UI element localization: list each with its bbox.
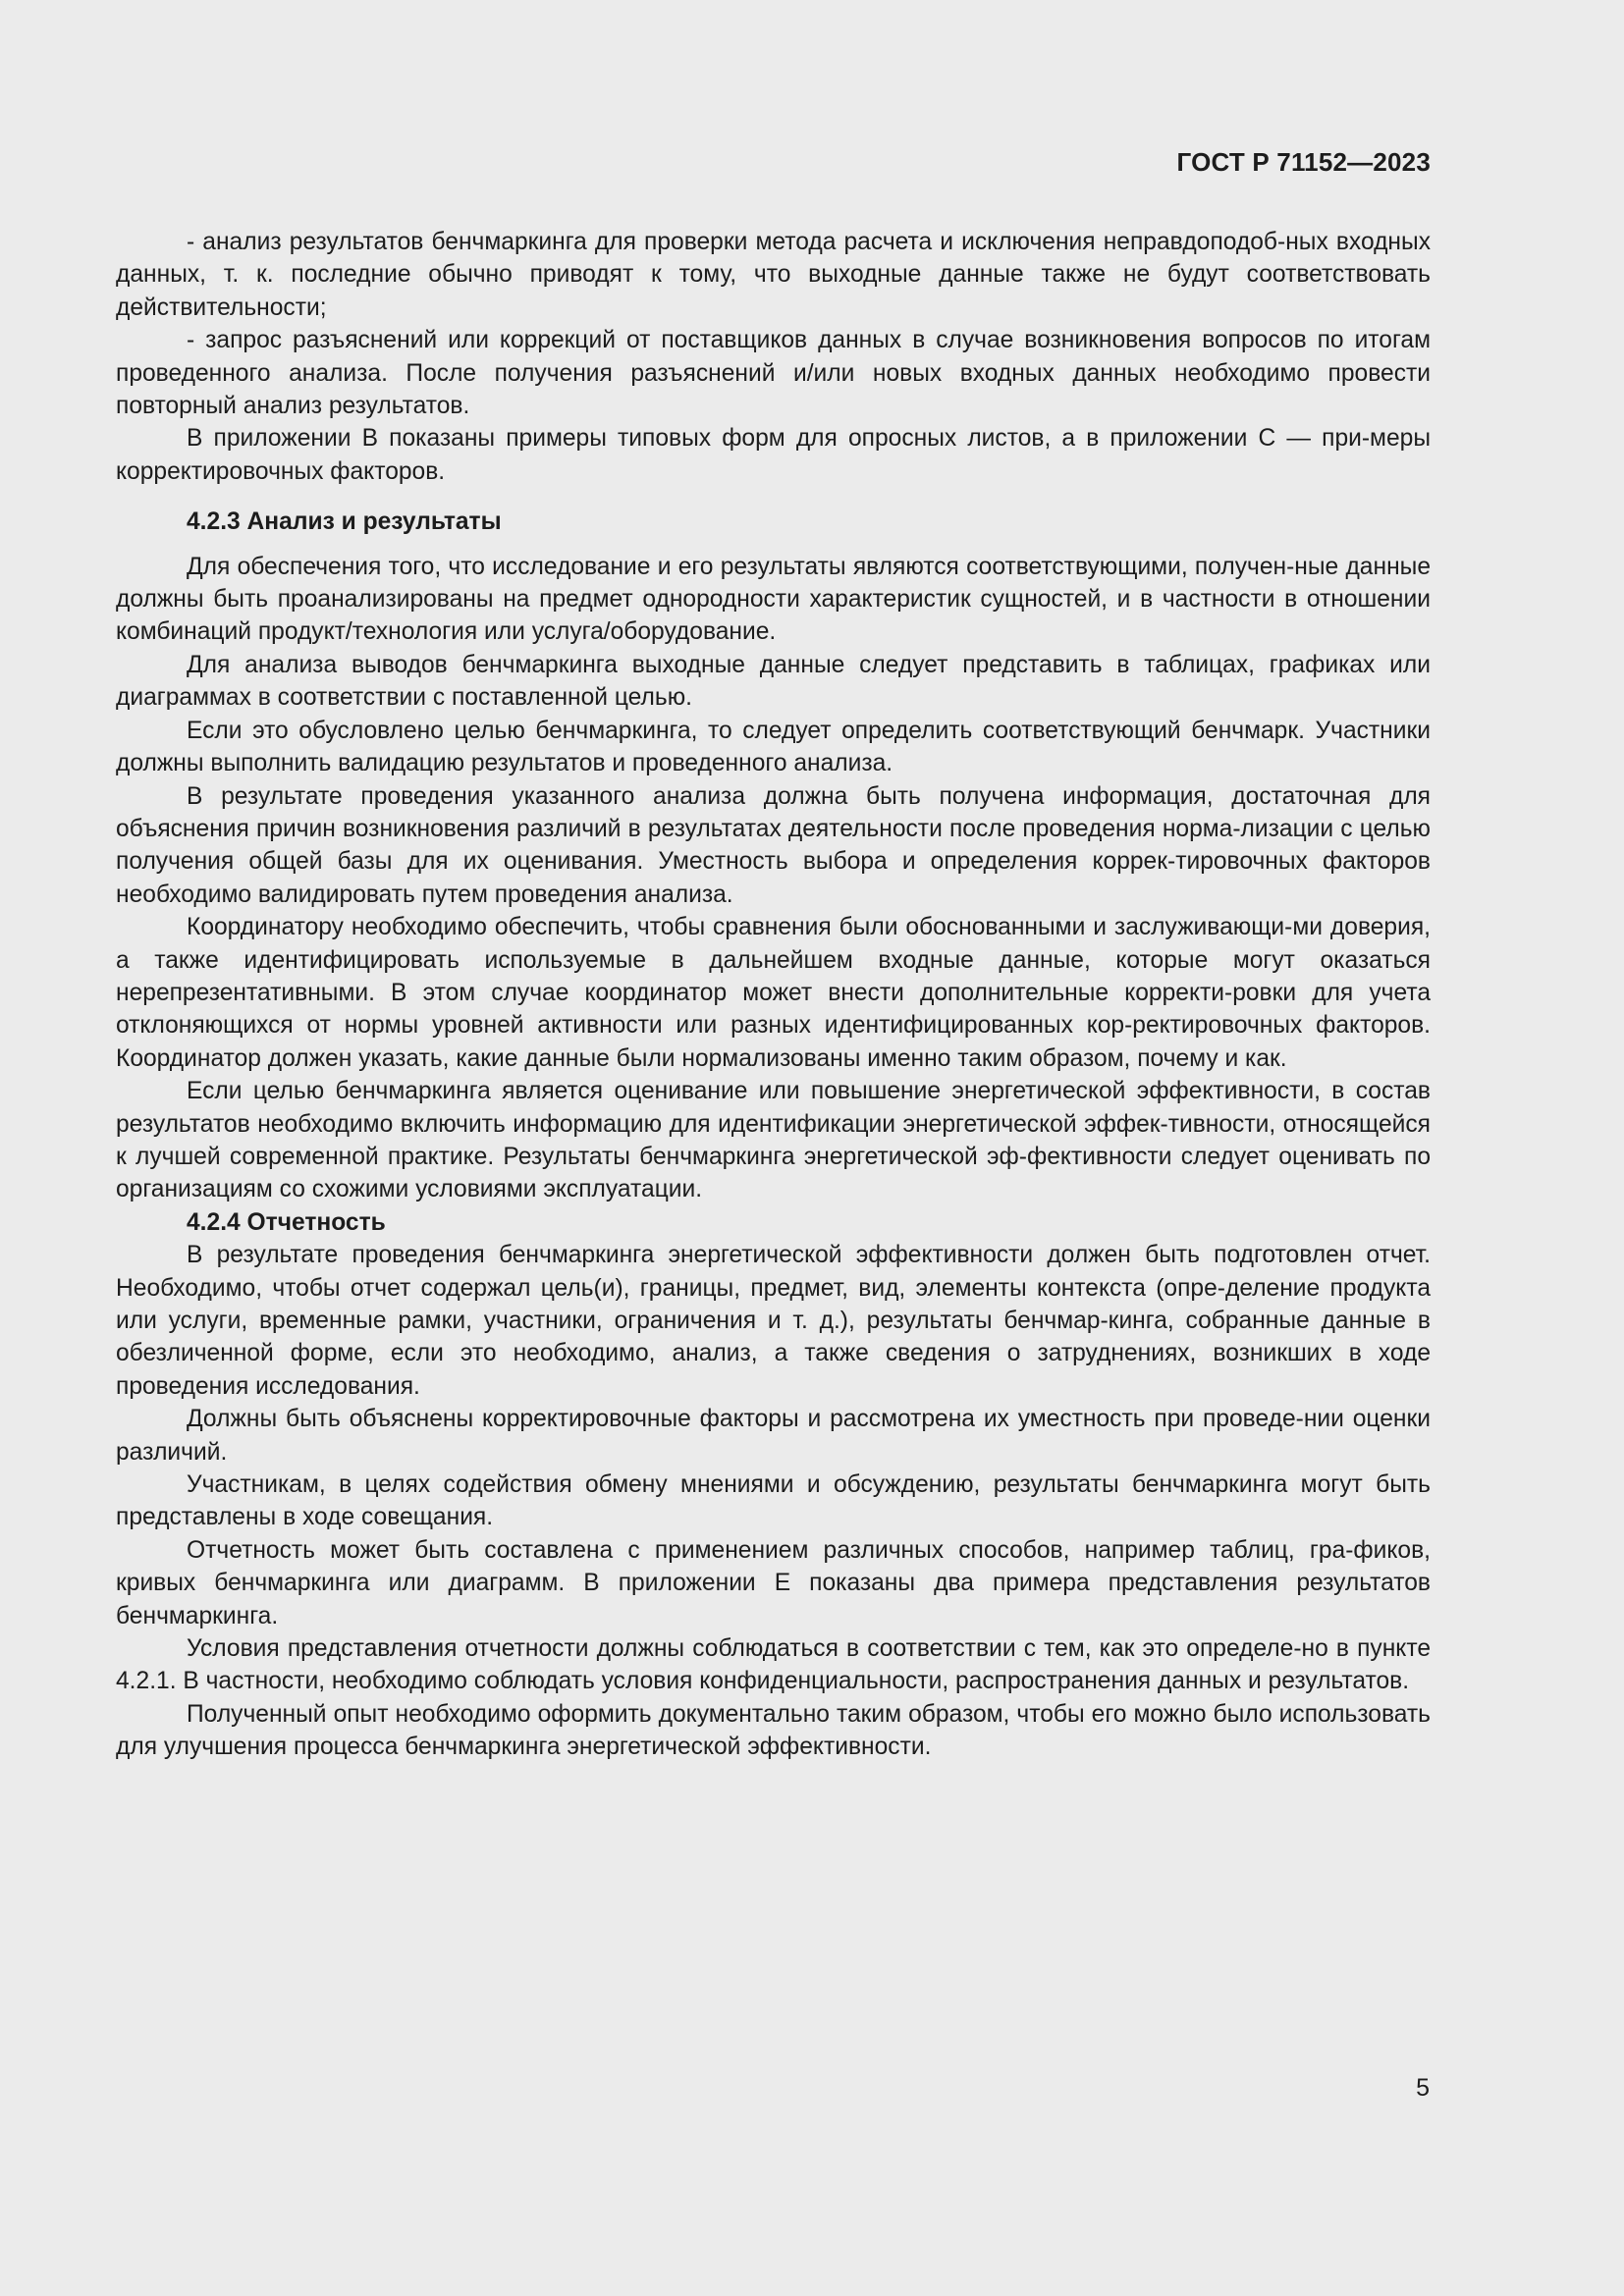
paragraph: В результате проведения бенчмаркинга энергетической эффективности должен быть подготовлен отчет. Необходимо, чтобы отчет содержал цель(и), границы, предмет, вид, элементы контекста (опре-деление продукта или услуги, временные рамки, участники, ограничения и т. д.), результаты бенчмар-кинга, собранные данные в обезличенной форме, если это необходимо, анализ, а также сведения о затруднениях, возникших в ходе проведения исследования.	[116, 1242, 1431, 1400]
page-number: 5	[1416, 2074, 1430, 2102]
paragraph: Условия представления отчетности должны соблюдаться в соответствии с тем, как это определе-но в пункте 4.2.1. В частности, необходимо соблюдать условия конфиденциальности, распространения данных и результатов.	[116, 1635, 1431, 1695]
paragraph: Если это обусловлено целью бенчмаркинга, то следует определить соответствующий бенчмарк. Участники должны выполнить валидацию результатов и проведенного анализа.	[116, 717, 1431, 777]
paragraph: Участникам, в целях содействия обмену мнениями и обсуждению, результаты бенчмаркинга могут быть представлены в ходе совещания.	[116, 1471, 1431, 1531]
paragraph: Полученный опыт необходимо оформить документально таким образом, чтобы его можно было использовать для улучшения процесса бенчмаркинга энергетической эффективности.	[116, 1700, 1431, 1761]
section-heading-4-2-3: 4.2.3 Анализ и результаты	[187, 508, 502, 536]
paragraph: Координатору необходимо обеспечить, чтобы сравнения были обоснованными и заслуживающи-ми доверия, а также идентифицировать используемые в дальнейшем входные данные, которые могут оказаться нерепрезентативными. В этом случае координатор может внести дополнительные корректи-ровки для учета отклоняющихся от нормы уровней активности или разных идентифицированных кор-ректировочных факторов. Координатор должен указать, какие данные были нормализованы именно таким образом, почему и как.	[116, 914, 1431, 1072]
paragraph: Должны быть объяснены корректировочные факторы и рассмотрена их уместность при проведе-нии оценки различий.	[116, 1406, 1431, 1466]
document-standard-number: ГОСТ Р 71152—2023	[1176, 147, 1431, 177]
section-heading-4-2-4: 4.2.4 Отчетность	[187, 1208, 386, 1236]
paragraph: Если целью бенчмаркинга является оценивание или повышение энергетической эффективности, в состав результатов необходимо включить информацию для идентификации энергетической эффек-тивности, относящейся к лучшей современной практике. Результаты бенчмаркинга энергетической эф-фективности следует оценивать по организациям со схожими условиями эксплуатации.	[116, 1078, 1431, 1203]
paragraph: В результате проведения указанного анализа должна быть получена информация, достаточная для объяснения причин возникновения различий в результатах деятельности после проведения норма-лизации с целью получения общей базы для их оценивания. Уместность выбора и определения коррек-тировочных факторов необходимо валидировать путем проведения анализа.	[116, 782, 1431, 908]
paragraph: Отчетность может быть составлена с применением различных способов, например таблиц, гра-фиков, кривых бенчмаркинга или диаграмм. В приложении Е показаны два примера представления результатов бенчмаркинга.	[116, 1536, 1431, 1629]
paragraph: Для анализа выводов бенчмаркинга выходные данные следует представить в таблицах, графиках или диаграммах в соответствии с поставленной целью.	[116, 651, 1431, 712]
paragraph: Для обеспечения того, что исследование и его результаты являются соответствующими, получен-ные данные должны быть проанализированы на предмет однородности характеристик сущностей, и в частности в отношении комбинаций продукт/технология или услуга/оборудование.	[116, 553, 1431, 646]
document-body	[116, 226, 1431, 1764]
paragraph-list-item-analysis: - анализ результатов бенчмаркинга для проверки метода расчета и исключения неправдоподоб-ных входных данных, т. к. последние обычно приводят к тому, что выходные данные также не будут соответствовать действительности;	[116, 229, 1431, 321]
paragraph-list-item-request: - запрос разъяснений или коррекций от поставщиков данных в случае возникновения вопросов по итогам проведенного анализа. После получения разъяснений и/или новых входных данных необходимо провести повторный анализ результатов.	[116, 327, 1431, 420]
paragraph-appendix-reference: В приложении В показаны примеры типовых форм для опросных листов, а в приложении С — при-меры корректировочных факторов.	[116, 425, 1431, 485]
